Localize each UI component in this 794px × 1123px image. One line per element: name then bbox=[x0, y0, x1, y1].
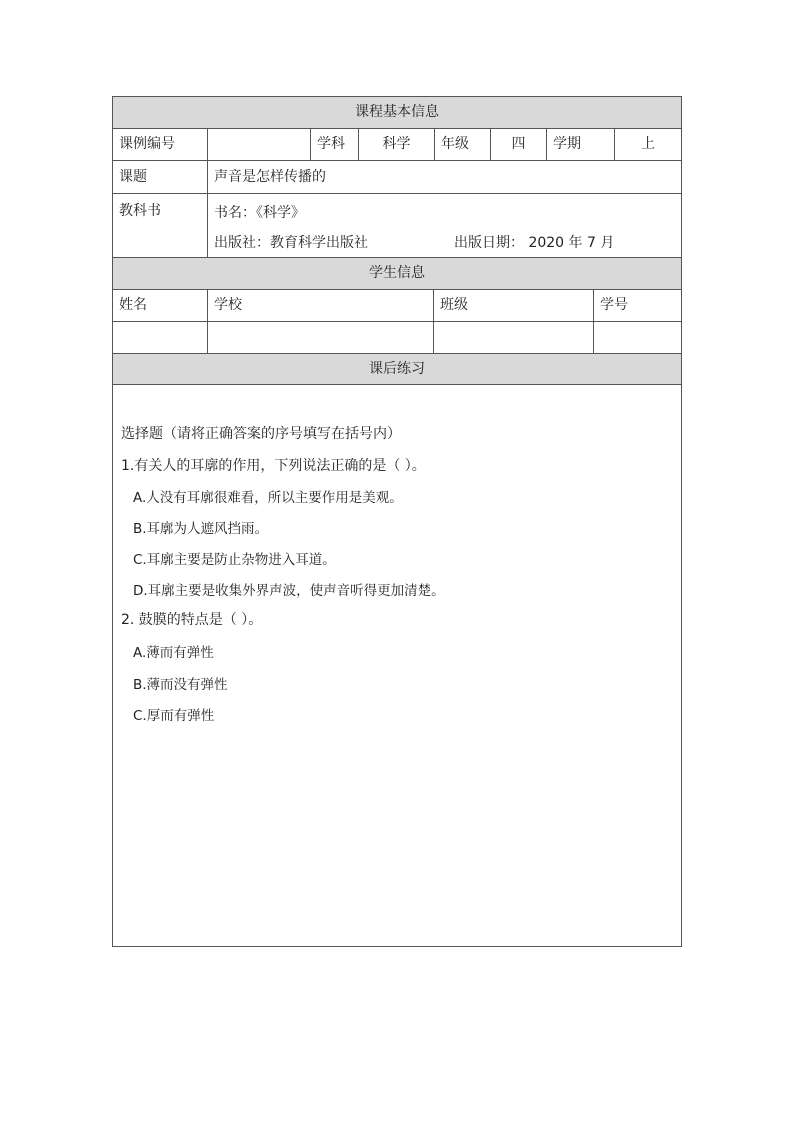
question-1: 1.有关人的耳廓的作用，下列说法正确的是（ ）。 bbox=[121, 458, 426, 474]
grade-label: 年级 bbox=[434, 129, 490, 160]
question-2-option-a: A.薄而有弹性 bbox=[133, 645, 214, 661]
student-info-header bbox=[113, 258, 681, 290]
topic-value: 声音是怎样传播的 bbox=[207, 161, 681, 193]
course-info-title: 课程基本信息 bbox=[355, 104, 439, 120]
name-field[interactable] bbox=[113, 322, 207, 353]
case-number-value[interactable] bbox=[207, 129, 310, 160]
student-info-title: 学生信息 bbox=[369, 265, 425, 281]
question-2-option-b: B.薄而没有弹性 bbox=[133, 677, 228, 693]
textbook-label: 教科书 bbox=[119, 203, 161, 219]
course-meta-row bbox=[113, 129, 681, 161]
student-no-label: 学号 bbox=[593, 290, 681, 321]
student-labels-row bbox=[113, 290, 681, 322]
question-1-option-b: B.耳廓为人遮风挡雨。 bbox=[133, 521, 269, 537]
exercises-title: 课后练习 bbox=[369, 361, 425, 377]
grade-value: 四 bbox=[490, 129, 546, 160]
question-1-option-d: D.耳廓主要是收集外界声波，使声音听得更加清楚。 bbox=[133, 583, 445, 599]
publish-date: 出版日期： 2020 年 7 月 bbox=[454, 235, 615, 251]
subject-value: 科学 bbox=[358, 129, 434, 160]
semester-label: 学期 bbox=[546, 129, 614, 160]
subject-label: 学科 bbox=[310, 129, 358, 160]
topic-row bbox=[113, 161, 681, 194]
exercises-body bbox=[113, 385, 681, 946]
class-field[interactable] bbox=[433, 322, 593, 353]
exercise-instruction: 选择题（请将正确答案的序号填写在括号内） bbox=[121, 426, 401, 442]
worksheet-table bbox=[112, 96, 682, 947]
student-no-field[interactable] bbox=[593, 322, 681, 353]
class-label: 班级 bbox=[433, 290, 593, 321]
publisher: 出版社：教育科学出版社 bbox=[214, 235, 368, 251]
name-label: 姓名 bbox=[119, 297, 147, 313]
course-info-header bbox=[113, 97, 681, 129]
book-name: 书名：《科学》 bbox=[214, 205, 305, 221]
question-2: 2. 鼓膜的特点是（ ）。 bbox=[121, 612, 263, 628]
school-label: 学校 bbox=[207, 290, 433, 321]
textbook-row bbox=[113, 194, 681, 258]
school-field[interactable] bbox=[207, 322, 433, 353]
question-1-option-a: A.人没有耳廓很难看，所以主要作用是美观。 bbox=[133, 490, 403, 506]
semester-value: 上 bbox=[614, 129, 681, 160]
student-values-row bbox=[113, 322, 681, 354]
exercises-header bbox=[113, 354, 681, 385]
question-1-option-c: C.耳廓主要是防止杂物进入耳道。 bbox=[133, 552, 336, 568]
textbook-details bbox=[207, 194, 681, 257]
topic-label: 课题 bbox=[119, 169, 147, 185]
case-number-label: 课例编号 bbox=[119, 136, 175, 152]
question-2-option-c: C.厚而有弹性 bbox=[133, 708, 215, 724]
